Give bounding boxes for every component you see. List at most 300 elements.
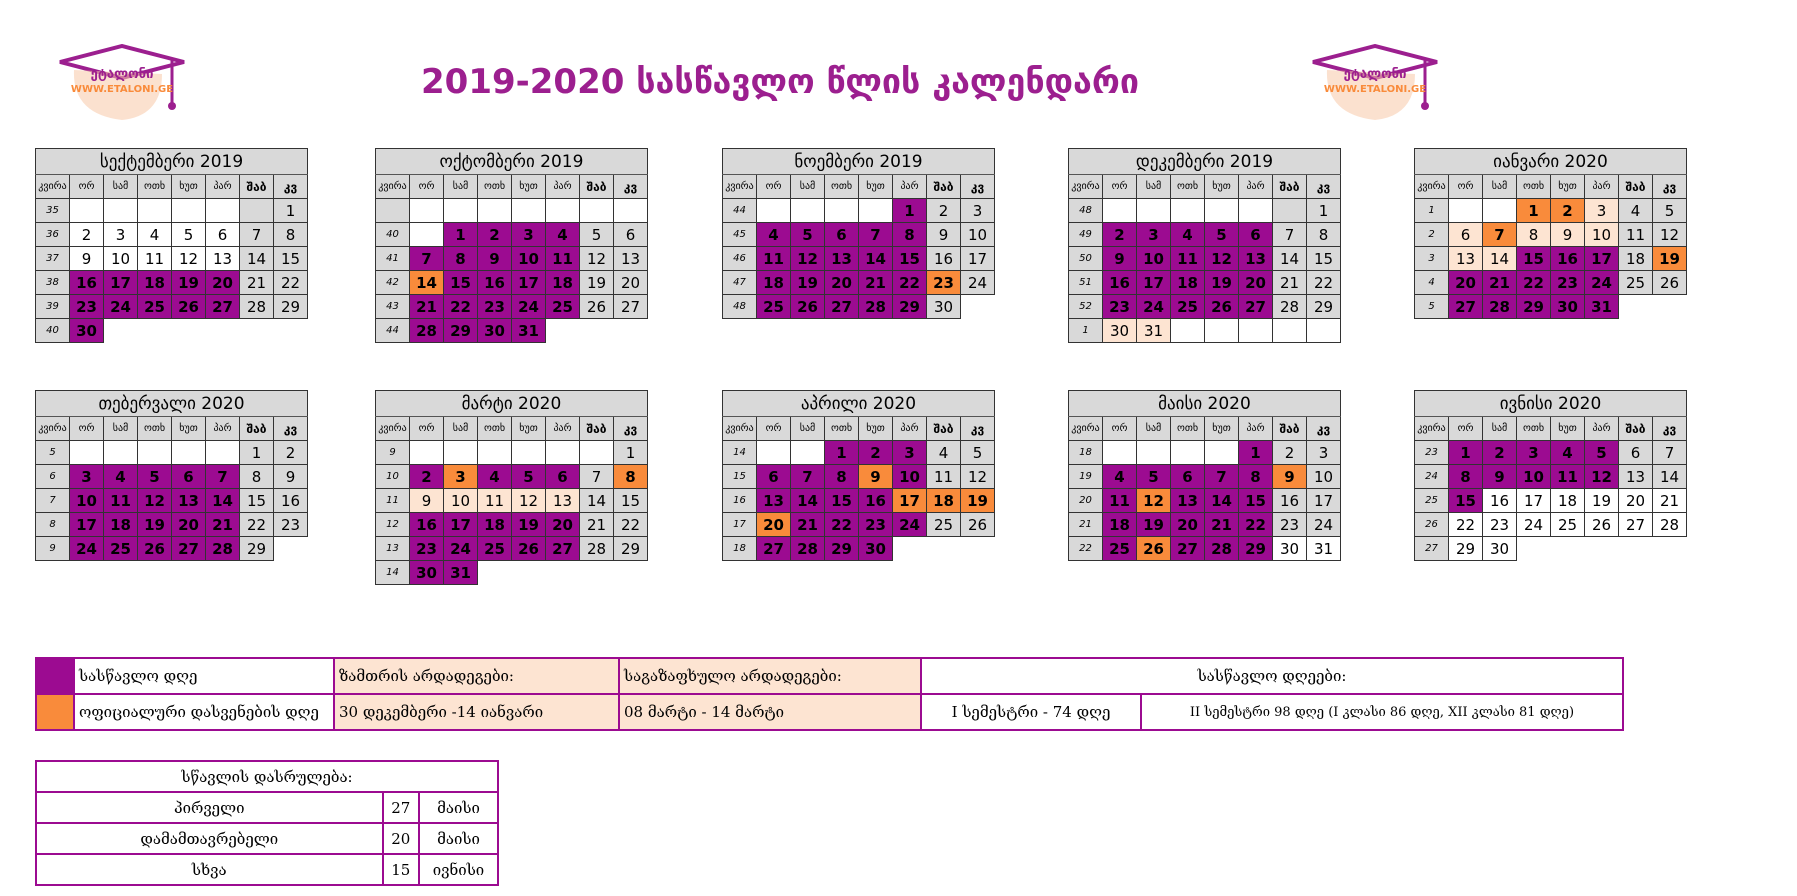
day-cell: 1 bbox=[274, 199, 308, 223]
day-cell: 15 bbox=[240, 489, 274, 513]
day-cell: 17 bbox=[444, 513, 478, 537]
day-cell: 16 bbox=[927, 247, 961, 271]
day-cell: 2 bbox=[859, 441, 893, 465]
weekday-header: კვირა bbox=[1415, 417, 1449, 441]
day-cell: 11 bbox=[104, 489, 138, 513]
weekday-header: სამ bbox=[1483, 175, 1517, 199]
week-number: 14 bbox=[723, 441, 757, 465]
weekday-header: შაბ bbox=[927, 175, 961, 199]
day-cell: 22 bbox=[240, 513, 274, 537]
day-cell: 26 bbox=[138, 537, 172, 561]
holiday-swatch bbox=[36, 694, 74, 730]
week-number: 7 bbox=[36, 489, 70, 513]
day-cell: 10 bbox=[70, 489, 104, 513]
day-cell: 14 bbox=[240, 247, 274, 271]
day-cell: 15 bbox=[1239, 489, 1273, 513]
day-cell: 31 bbox=[1585, 295, 1619, 319]
end-row-month: მაისი bbox=[419, 792, 498, 823]
day-cell bbox=[1103, 441, 1137, 465]
end-row-day: 15 bbox=[383, 854, 419, 885]
day-cell bbox=[791, 441, 825, 465]
day-cell: 24 bbox=[512, 295, 546, 319]
week-number: 43 bbox=[376, 295, 410, 319]
weekday-header: კვ bbox=[961, 175, 995, 199]
day-cell: 1 bbox=[1449, 441, 1483, 465]
day-cell: 17 bbox=[893, 489, 927, 513]
week-number: 2 bbox=[1415, 223, 1449, 247]
day-cell: 13 bbox=[614, 247, 648, 271]
day-cell: 9 bbox=[859, 465, 893, 489]
day-cell: 16 bbox=[1551, 247, 1585, 271]
week-number: 16 bbox=[723, 489, 757, 513]
day-cell: 11 bbox=[1551, 465, 1585, 489]
day-cell: 3 bbox=[1517, 441, 1551, 465]
empty-cell bbox=[1517, 537, 1551, 561]
day-cell: 7 bbox=[240, 223, 274, 247]
week-number: 9 bbox=[376, 441, 410, 465]
day-cell: 28 bbox=[859, 295, 893, 319]
day-cell: 15 bbox=[1449, 489, 1483, 513]
weekday-header: პარ bbox=[546, 175, 580, 199]
day-cell: 26 bbox=[1205, 295, 1239, 319]
day-cell: 15 bbox=[274, 247, 308, 271]
day-cell: 22 bbox=[444, 295, 478, 319]
day-cell: 13 bbox=[206, 247, 240, 271]
day-cell bbox=[614, 199, 648, 223]
day-cell: 17 bbox=[961, 247, 995, 271]
day-cell: 3 bbox=[104, 223, 138, 247]
week-number: 19 bbox=[1069, 465, 1103, 489]
day-cell: 22 bbox=[825, 513, 859, 537]
day-cell: 22 bbox=[1239, 513, 1273, 537]
day-cell: 11 bbox=[1619, 223, 1653, 247]
week-number: 13 bbox=[376, 537, 410, 561]
day-cell: 31 bbox=[1307, 537, 1341, 561]
day-cell: 8 bbox=[893, 223, 927, 247]
day-cell: 14 bbox=[791, 489, 825, 513]
month-name: მაისი 2020 bbox=[1069, 391, 1341, 417]
week-number: 10 bbox=[376, 465, 410, 489]
day-cell: 2 bbox=[1103, 223, 1137, 247]
day-cell: 23 bbox=[859, 513, 893, 537]
day-cell: 27 bbox=[825, 295, 859, 319]
day-cell: 17 bbox=[1137, 271, 1171, 295]
day-cell: 1 bbox=[893, 199, 927, 223]
day-cell: 28 bbox=[1483, 295, 1517, 319]
empty-cell bbox=[961, 537, 995, 561]
weekday-header: შაბ bbox=[1273, 175, 1307, 199]
day-cell: 9 bbox=[478, 247, 512, 271]
day-cell: 8 bbox=[1517, 223, 1551, 247]
day-cell bbox=[1307, 319, 1341, 343]
day-cell: 31 bbox=[1137, 319, 1171, 343]
day-cell: 14 bbox=[1205, 489, 1239, 513]
svg-text:WWW.ETALONI.GE: WWW.ETALONI.GE bbox=[70, 84, 174, 95]
end-row-month: ივნისი bbox=[419, 854, 498, 885]
month-calendar bbox=[1068, 148, 1341, 343]
day-cell: 5 bbox=[1653, 199, 1687, 223]
week-number: 46 bbox=[723, 247, 757, 271]
day-cell: 4 bbox=[1551, 441, 1585, 465]
weekday-header: შაბ bbox=[1619, 417, 1653, 441]
day-cell: 6 bbox=[825, 223, 859, 247]
day-cell: 13 bbox=[546, 489, 580, 513]
month-calendar bbox=[1414, 390, 1687, 561]
day-cell: 25 bbox=[1103, 537, 1137, 561]
month-name: ნოემბერი 2019 bbox=[723, 149, 995, 175]
day-cell: 27 bbox=[757, 537, 791, 561]
day-cell: 16 bbox=[410, 513, 444, 537]
day-cell: 19 bbox=[961, 489, 995, 513]
empty-cell bbox=[240, 319, 274, 343]
day-cell: 18 bbox=[1619, 247, 1653, 271]
weekday-header: კვირა bbox=[1415, 175, 1449, 199]
weekday-header: კვ bbox=[614, 175, 648, 199]
day-cell: 16 bbox=[1273, 489, 1307, 513]
day-cell: 30 bbox=[1551, 295, 1585, 319]
day-cell: 20 bbox=[757, 513, 791, 537]
day-cell: 23 bbox=[1551, 271, 1585, 295]
day-cell: 6 bbox=[614, 223, 648, 247]
day-cell: 29 bbox=[614, 537, 648, 561]
empty-cell bbox=[1551, 537, 1585, 561]
empty-cell bbox=[546, 319, 580, 343]
empty-cell bbox=[1619, 537, 1653, 561]
weekday-header: სამ bbox=[1137, 417, 1171, 441]
day-cell: 4 bbox=[138, 223, 172, 247]
day-cell: 2 bbox=[927, 199, 961, 223]
day-cell: 7 bbox=[1205, 465, 1239, 489]
weekday-header: კვირა bbox=[1069, 175, 1103, 199]
day-cell: 9 bbox=[410, 489, 444, 513]
day-cell: 10 bbox=[444, 489, 478, 513]
day-cell: 23 bbox=[274, 513, 308, 537]
day-cell: 7 bbox=[1483, 223, 1517, 247]
week-number: 50 bbox=[1069, 247, 1103, 271]
day-cell: 9 bbox=[1551, 223, 1585, 247]
day-cell: 25 bbox=[138, 295, 172, 319]
day-cell: 17 bbox=[512, 271, 546, 295]
weekday-header: კვირა bbox=[36, 175, 70, 199]
day-cell: 13 bbox=[172, 489, 206, 513]
day-cell: 31 bbox=[512, 319, 546, 343]
day-cell: 26 bbox=[1585, 513, 1619, 537]
weekday-header: ორ bbox=[410, 417, 444, 441]
day-cell: 15 bbox=[1517, 247, 1551, 271]
day-cell: 2 bbox=[410, 465, 444, 489]
week-number: 27 bbox=[1415, 537, 1449, 561]
day-cell bbox=[70, 199, 104, 223]
day-cell: 24 bbox=[1517, 513, 1551, 537]
weekday-header: პარ bbox=[206, 175, 240, 199]
day-cell: 21 bbox=[410, 295, 444, 319]
day-cell bbox=[791, 199, 825, 223]
day-cell: 27 bbox=[206, 295, 240, 319]
day-cell: 16 bbox=[70, 271, 104, 295]
day-cell: 17 bbox=[1585, 247, 1619, 271]
month-name: სექტემბერი 2019 bbox=[36, 149, 308, 175]
weekday-header: შაბ bbox=[1273, 417, 1307, 441]
day-cell: 14 bbox=[1483, 247, 1517, 271]
weekday-header: კვ bbox=[614, 417, 648, 441]
week-number: 1 bbox=[1069, 319, 1103, 343]
day-cell bbox=[580, 199, 614, 223]
weekday-header: სამ bbox=[444, 175, 478, 199]
winter-break-dates: 30 დეკემბერი -14 იანვარი bbox=[334, 694, 619, 730]
day-cell: 15 bbox=[893, 247, 927, 271]
month-calendar bbox=[35, 148, 308, 343]
weekday-header: სამ bbox=[1137, 175, 1171, 199]
weekday-header: პარ bbox=[1585, 175, 1619, 199]
day-cell: 23 bbox=[478, 295, 512, 319]
weekday-header: კვ bbox=[1653, 417, 1687, 441]
day-cell: 7 bbox=[580, 465, 614, 489]
day-cell: 5 bbox=[961, 441, 995, 465]
day-cell: 5 bbox=[512, 465, 546, 489]
week-number: 51 bbox=[1069, 271, 1103, 295]
day-cell: 4 bbox=[1103, 465, 1137, 489]
week-number: 35 bbox=[36, 199, 70, 223]
week-number: 44 bbox=[723, 199, 757, 223]
weekday-header: ორ bbox=[410, 175, 444, 199]
end-row-month: მაისი bbox=[419, 823, 498, 854]
empty-cell bbox=[172, 319, 206, 343]
day-cell: 19 bbox=[512, 513, 546, 537]
empty-cell bbox=[104, 319, 138, 343]
day-cell bbox=[1103, 199, 1137, 223]
week-number: 4 bbox=[1415, 271, 1449, 295]
day-cell bbox=[172, 199, 206, 223]
week-number: 36 bbox=[36, 223, 70, 247]
day-cell: 6 bbox=[757, 465, 791, 489]
day-cell: 13 bbox=[1239, 247, 1273, 271]
day-cell: 27 bbox=[1171, 537, 1205, 561]
day-cell: 27 bbox=[172, 537, 206, 561]
day-cell: 8 bbox=[1239, 465, 1273, 489]
weekday-header: ხუთ bbox=[512, 417, 546, 441]
day-cell: 15 bbox=[825, 489, 859, 513]
month-calendar bbox=[1414, 148, 1687, 319]
day-cell: 13 bbox=[1449, 247, 1483, 271]
weekday-header: ოთხ bbox=[1517, 417, 1551, 441]
day-cell: 25 bbox=[1171, 295, 1205, 319]
day-cell: 12 bbox=[961, 465, 995, 489]
day-cell: 21 bbox=[1653, 489, 1687, 513]
day-cell: 28 bbox=[791, 537, 825, 561]
day-cell: 24 bbox=[893, 513, 927, 537]
month-calendar bbox=[1068, 390, 1341, 561]
day-cell bbox=[138, 199, 172, 223]
day-cell: 19 bbox=[138, 513, 172, 537]
end-row-label: სხვა bbox=[36, 854, 383, 885]
month-calendar bbox=[722, 390, 995, 561]
week-number: 48 bbox=[1069, 199, 1103, 223]
day-cell: 25 bbox=[927, 513, 961, 537]
month-calendar bbox=[35, 390, 308, 561]
day-cell: 11 bbox=[138, 247, 172, 271]
day-cell: 11 bbox=[546, 247, 580, 271]
day-cell: 3 bbox=[893, 441, 927, 465]
day-cell: 12 bbox=[1205, 247, 1239, 271]
day-cell: 1 bbox=[1239, 441, 1273, 465]
day-cell: 22 bbox=[1449, 513, 1483, 537]
day-cell bbox=[104, 199, 138, 223]
day-cell: 11 bbox=[1103, 489, 1137, 513]
day-cell: 4 bbox=[104, 465, 138, 489]
day-cell: 24 bbox=[104, 295, 138, 319]
week-number: 41 bbox=[376, 247, 410, 271]
day-cell: 2 bbox=[1551, 199, 1585, 223]
weekday-header: კვ bbox=[1307, 417, 1341, 441]
semester-2: II სემესტრი 98 დღე (I კლასი 86 დღე, XII კლასი 81 დღე) bbox=[1141, 694, 1623, 730]
day-cell: 21 bbox=[1205, 513, 1239, 537]
day-cell: 20 bbox=[172, 513, 206, 537]
day-cell: 14 bbox=[1653, 465, 1687, 489]
legend-school-day: სასწავლო დღე bbox=[74, 658, 334, 694]
week-number: 40 bbox=[36, 319, 70, 343]
day-cell: 2 bbox=[478, 223, 512, 247]
weekday-header: ორ bbox=[70, 417, 104, 441]
weekday-header: პარ bbox=[893, 175, 927, 199]
day-cell: 3 bbox=[1307, 441, 1341, 465]
day-cell: 30 bbox=[859, 537, 893, 561]
day-cell: 14 bbox=[206, 489, 240, 513]
svg-text:WWW.ETALONI.GE: WWW.ETALONI.GE bbox=[1323, 84, 1427, 95]
weekday-header: სამ bbox=[444, 417, 478, 441]
day-cell: 1 bbox=[444, 223, 478, 247]
week-number: 5 bbox=[36, 441, 70, 465]
day-cell: 29 bbox=[240, 537, 274, 561]
day-cell bbox=[1273, 199, 1307, 223]
empty-cell bbox=[893, 537, 927, 561]
day-cell bbox=[104, 441, 138, 465]
weekday-header: კვ bbox=[274, 417, 308, 441]
day-cell bbox=[206, 199, 240, 223]
logo-left bbox=[52, 44, 192, 124]
day-cell: 8 bbox=[240, 465, 274, 489]
weekday-header: სამ bbox=[791, 175, 825, 199]
week-number: 18 bbox=[723, 537, 757, 561]
day-cell: 8 bbox=[825, 465, 859, 489]
day-cell: 27 bbox=[614, 295, 648, 319]
day-cell: 24 bbox=[1307, 513, 1341, 537]
legend-table bbox=[35, 657, 1624, 731]
day-cell: 16 bbox=[478, 271, 512, 295]
day-cell bbox=[512, 199, 546, 223]
day-cell: 1 bbox=[825, 441, 859, 465]
day-cell bbox=[1483, 199, 1517, 223]
weekday-header: კვ bbox=[1307, 175, 1341, 199]
day-cell: 20 bbox=[1171, 513, 1205, 537]
day-cell: 13 bbox=[757, 489, 791, 513]
day-cell: 7 bbox=[1653, 441, 1687, 465]
day-cell: 12 bbox=[791, 247, 825, 271]
day-cell: 30 bbox=[1103, 319, 1137, 343]
day-cell: 30 bbox=[478, 319, 512, 343]
day-cell: 25 bbox=[1551, 513, 1585, 537]
day-cell: 29 bbox=[444, 319, 478, 343]
day-cell: 24 bbox=[1585, 271, 1619, 295]
empty-cell bbox=[1653, 295, 1687, 319]
day-cell: 18 bbox=[478, 513, 512, 537]
day-cell bbox=[1205, 199, 1239, 223]
svg-text:ეტალონი: ეტალონი bbox=[90, 67, 154, 82]
spring-break-dates: 08 მარტი - 14 მარტი bbox=[619, 694, 921, 730]
weekday-header: ხუთ bbox=[1205, 417, 1239, 441]
day-cell bbox=[1205, 441, 1239, 465]
day-cell: 23 bbox=[927, 271, 961, 295]
svg-text:ეტალონი: ეტალონი bbox=[1343, 67, 1407, 82]
day-cell: 23 bbox=[1273, 513, 1307, 537]
weekday-header: სამ bbox=[104, 417, 138, 441]
day-cell: 30 bbox=[410, 561, 444, 585]
day-cell: 10 bbox=[961, 223, 995, 247]
week-number: 5 bbox=[1415, 295, 1449, 319]
day-cell: 5 bbox=[791, 223, 825, 247]
day-cell: 9 bbox=[70, 247, 104, 271]
day-cell: 12 bbox=[172, 247, 206, 271]
day-cell bbox=[444, 441, 478, 465]
day-cell: 18 bbox=[546, 271, 580, 295]
day-cell: 4 bbox=[478, 465, 512, 489]
day-cell: 3 bbox=[1137, 223, 1171, 247]
weekday-header: ორ bbox=[1103, 417, 1137, 441]
day-cell: 5 bbox=[138, 465, 172, 489]
weekday-header: სამ bbox=[791, 417, 825, 441]
weekday-header: ხუთ bbox=[1551, 417, 1585, 441]
day-cell: 21 bbox=[580, 513, 614, 537]
day-cell: 21 bbox=[1483, 271, 1517, 295]
day-cell: 2 bbox=[274, 441, 308, 465]
day-cell: 26 bbox=[1653, 271, 1687, 295]
weekday-header: კვ bbox=[274, 175, 308, 199]
week-number bbox=[376, 199, 410, 223]
weekday-header: ხუთ bbox=[1551, 175, 1585, 199]
weekday-header: შაბ bbox=[1619, 175, 1653, 199]
weekday-header: ოთხ bbox=[138, 417, 172, 441]
day-cell bbox=[825, 199, 859, 223]
day-cell: 3 bbox=[512, 223, 546, 247]
day-cell bbox=[580, 441, 614, 465]
week-number: 23 bbox=[1415, 441, 1449, 465]
legend-official-holiday: ოფიციალური დასვენების დღე bbox=[74, 694, 334, 730]
month-name: თებერვალი 2020 bbox=[36, 391, 308, 417]
day-cell bbox=[546, 199, 580, 223]
day-cell: 9 bbox=[927, 223, 961, 247]
day-cell bbox=[859, 199, 893, 223]
day-cell: 1 bbox=[1307, 199, 1341, 223]
day-cell: 19 bbox=[172, 271, 206, 295]
day-cell: 21 bbox=[206, 513, 240, 537]
day-cell: 17 bbox=[1517, 489, 1551, 513]
empty-cell bbox=[1619, 295, 1653, 319]
end-of-study-title: სწავლის დასრულება: bbox=[36, 761, 498, 792]
graduation-cap-logo-icon bbox=[52, 44, 192, 124]
spring-break-label: საგაზაფხულო არდადეგები: bbox=[619, 658, 921, 694]
empty-cell bbox=[580, 319, 614, 343]
day-cell: 30 bbox=[70, 319, 104, 343]
day-cell bbox=[1273, 319, 1307, 343]
day-cell bbox=[478, 441, 512, 465]
day-cell: 12 bbox=[138, 489, 172, 513]
day-cell: 18 bbox=[1171, 271, 1205, 295]
week-number: 20 bbox=[1069, 489, 1103, 513]
week-number: 42 bbox=[376, 271, 410, 295]
day-cell: 12 bbox=[580, 247, 614, 271]
day-cell: 1 bbox=[1517, 199, 1551, 223]
school-day-swatch bbox=[36, 658, 74, 694]
day-cell: 7 bbox=[1273, 223, 1307, 247]
